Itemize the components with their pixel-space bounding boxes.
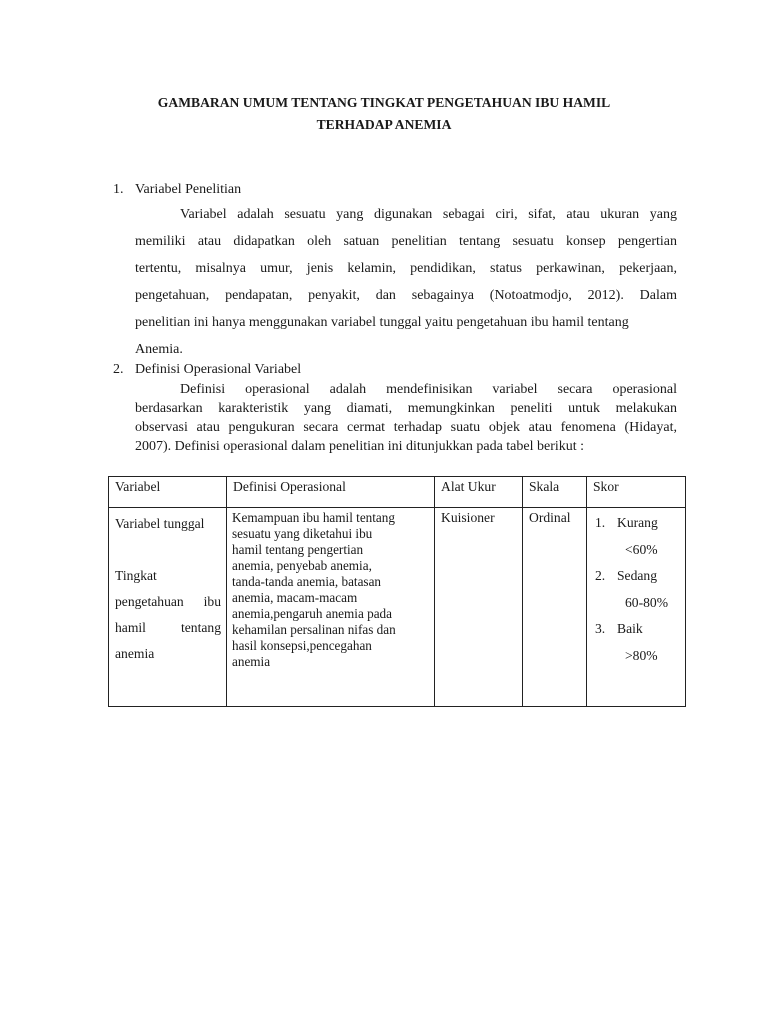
skor-item (595, 510, 681, 537)
skor-item (595, 563, 681, 590)
variabel-name-line: hamil tentang (115, 620, 221, 635)
cell-skor (587, 508, 686, 707)
paragraph-line: tertentu, misalnya umur, jenis kelamin, pendidikan, status perkawinan, pekerjaan, (135, 261, 677, 276)
variabel-name-line: anemia (115, 646, 155, 661)
definisi-line: anemia (232, 654, 271, 669)
skor-label: Baik (617, 621, 643, 636)
section-1-paragraph (135, 201, 677, 363)
header-variabel: Variabel (109, 477, 227, 508)
paragraph-line: memiliki atau didapatkan oleh satuan penelitian tentang sesuatu konsep pengertian (135, 234, 677, 249)
table-header-row (109, 477, 686, 508)
header-skala: Skala (523, 477, 587, 508)
cell-definisi (227, 508, 435, 707)
definisi-line: kehamilan persalinan nifas dan (232, 622, 396, 637)
cell-variabel (109, 508, 227, 707)
cell-skala: Ordinal (523, 508, 587, 707)
skor-label: Kurang (617, 515, 658, 530)
section-2-number: 2. (113, 362, 124, 377)
skor-item (595, 616, 681, 643)
section-2-title: Definisi Operasional Variabel (135, 362, 302, 377)
paragraph-line: Variabel adalah sesuatu yang digunakan sebagai ciri, sifat, atau ukuran yang (180, 207, 677, 222)
paragraph-line: penelitian ini hanya menggunakan variabel tunggal yaitu pengetahuan ibu hamil tentang (135, 315, 629, 330)
operational-definition-table (108, 476, 686, 707)
skor-number: 2. (595, 568, 606, 583)
definisi-line: anemia, penyebab anemia, (232, 558, 372, 573)
variabel-name-line: pengetahuan ibu (115, 594, 221, 609)
definisi-line: hasil konsepsi,pencegahan (232, 638, 372, 653)
section-1-title: Variabel Penelitian (135, 182, 242, 197)
definisi-line: sesuatu yang diketahui ibu (232, 526, 373, 541)
skor-range: 60-80% (625, 594, 669, 610)
paragraph-line: Anemia. (135, 342, 183, 357)
paragraph-line: observasi atau pengukuran secara cermat terhadap suatu objek atau fenomena (Hidayat, (135, 420, 677, 435)
title-line-1: GAMBARAN UMUM TENTANG TINGKAT PENGETAHUAN IBU HAMIL (157, 95, 611, 110)
cell-alat-ukur: Kuisioner (435, 508, 523, 707)
header-alat-ukur: Alat Ukur (435, 477, 523, 508)
skor-number: 3. (595, 621, 606, 636)
section-1-number: 1. (113, 182, 124, 197)
skor-label: Sedang (617, 568, 658, 583)
paragraph-line: pengetahuan, pendapatan, penyakit, dan sebagainya (Notoatmodjo, 2012). Dalam (135, 288, 677, 303)
skor-range: <60% (625, 541, 658, 557)
section-1-heading (113, 181, 241, 199)
paragraph-line: berdasarkan karakteristik yang diamati, memungkinkan peneliti untuk melakukan (135, 401, 677, 416)
definisi-line: Kemampuan ibu hamil tentang (232, 510, 395, 525)
paragraph-line: 2007). Definisi operasional dalam penelitian ini ditunjukkan pada tabel berikut : (135, 439, 585, 454)
skor-range: >80% (625, 647, 658, 663)
header-skor: Skor (587, 477, 686, 508)
definisi-line: hamil tentang pengertian (232, 542, 364, 557)
section-2-heading (113, 361, 301, 379)
header-definisi: Definisi Operasional (227, 477, 435, 508)
table-row (109, 508, 686, 707)
title-line-2: TERHADAP ANEMIA (316, 117, 452, 132)
paragraph-line: Definisi operasional adalah mendefinisikan variabel secara operasional (180, 382, 677, 397)
section-2-paragraph (135, 380, 677, 456)
variabel-type: Variabel tunggal (115, 516, 205, 531)
variabel-name-line: Tingkat (115, 568, 157, 583)
document-title (100, 92, 668, 136)
definisi-line: tanda-tanda anemia, batasan (232, 574, 382, 589)
definisi-line: anemia, macam-macam (232, 590, 358, 605)
skor-number: 1. (595, 515, 606, 530)
definisi-line: anemia,pengaruh anemia pada (232, 606, 393, 621)
